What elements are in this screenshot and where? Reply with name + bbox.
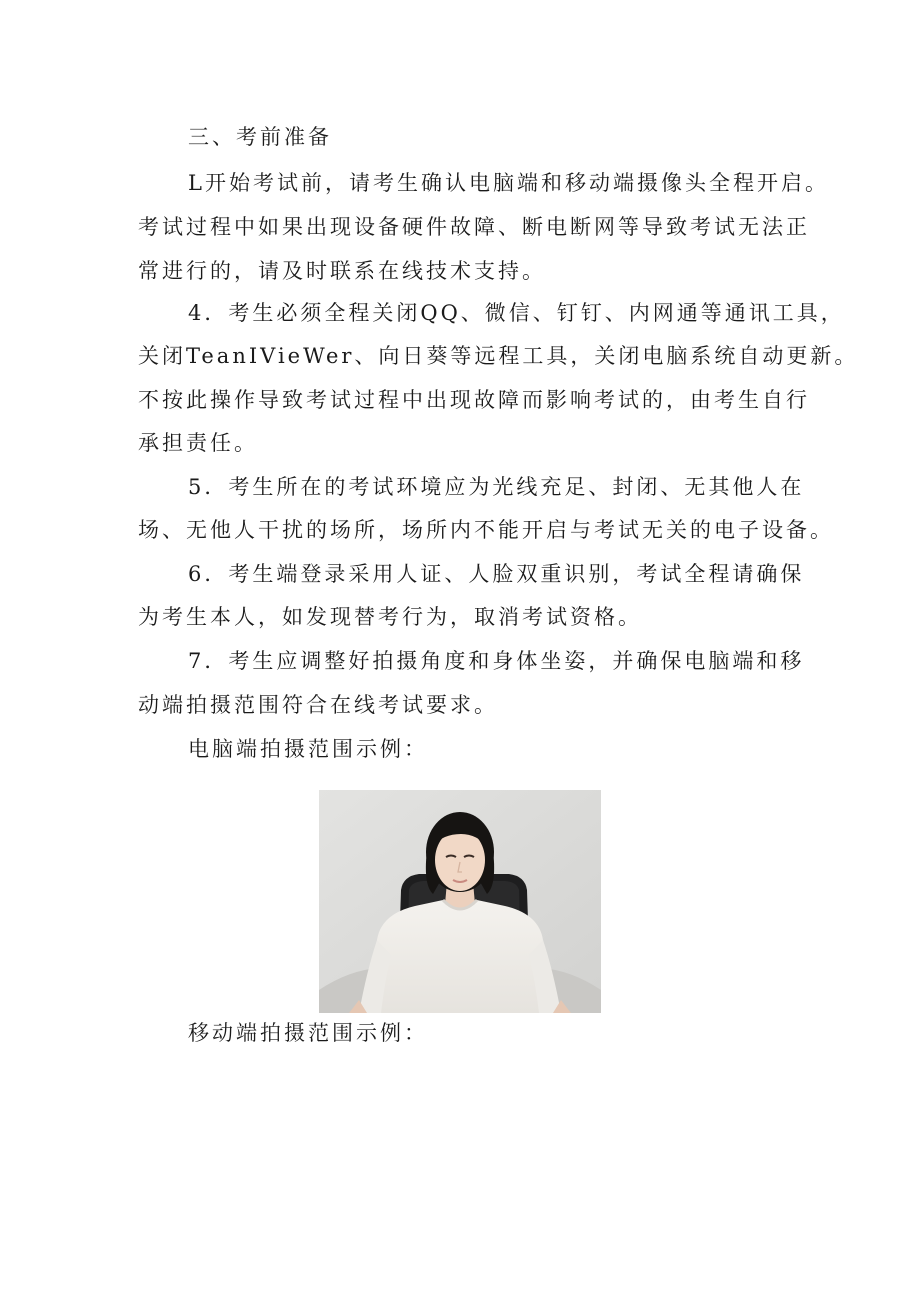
paragraph-5-line-2: 动端拍摄范围符合在线考试要求。 — [138, 693, 498, 717]
paragraph-4-line-2: 为考生本人，如发现替考行为，取消考试资格。 — [138, 605, 642, 629]
mobile-example-label: 移动端拍摄范围示例： — [188, 1021, 428, 1045]
paragraph-2-line-4: 承担责任。 — [138, 431, 258, 455]
section-heading: 三、考前准备 — [188, 125, 332, 149]
paragraph-2-line-2: 关闭TeanIVieWer、向日葵等远程工具，关闭电脑系统自动更新。 — [138, 344, 859, 368]
paragraph-1-line-1: L开始考试前，请考生确认电脑端和移动端摄像头全程开启。 — [188, 171, 829, 195]
paragraph-2-line-1: 4．考生必须全程关闭QQ、微信、钉钉、内网通等通讯工具， — [188, 301, 845, 325]
paragraph-1-line-2: 考试过程中如果出现设备硬件故障、断电断网等导致考试无法正 — [138, 215, 810, 239]
paragraph-5-line-1: 7．考生应调整好拍摄角度和身体坐姿，并确保电脑端和移 — [188, 649, 805, 673]
paragraph-1-line-3: 常进行的，请及时联系在线技术支持。 — [138, 259, 546, 283]
paragraph-2-line-3: 不按此操作导致考试过程中出现故障而影响考试的，由考生自行 — [138, 388, 810, 412]
computer-example-label: 电脑端拍摄范围示例： — [188, 737, 428, 761]
paragraph-4-line-1: 6．考生端登录采用人证、人脸双重识别，考试全程请确保 — [188, 562, 805, 586]
paragraph-3-line-1: 5．考生所在的考试环境应为光线充足、封闭、无其他人在 — [188, 475, 805, 499]
paragraph-3-line-2: 场、无他人干扰的场所，场所内不能开启与考试无关的电子设备。 — [138, 518, 834, 542]
seated-person-illustration — [319, 790, 601, 1013]
computer-example-photo — [319, 790, 601, 1013]
